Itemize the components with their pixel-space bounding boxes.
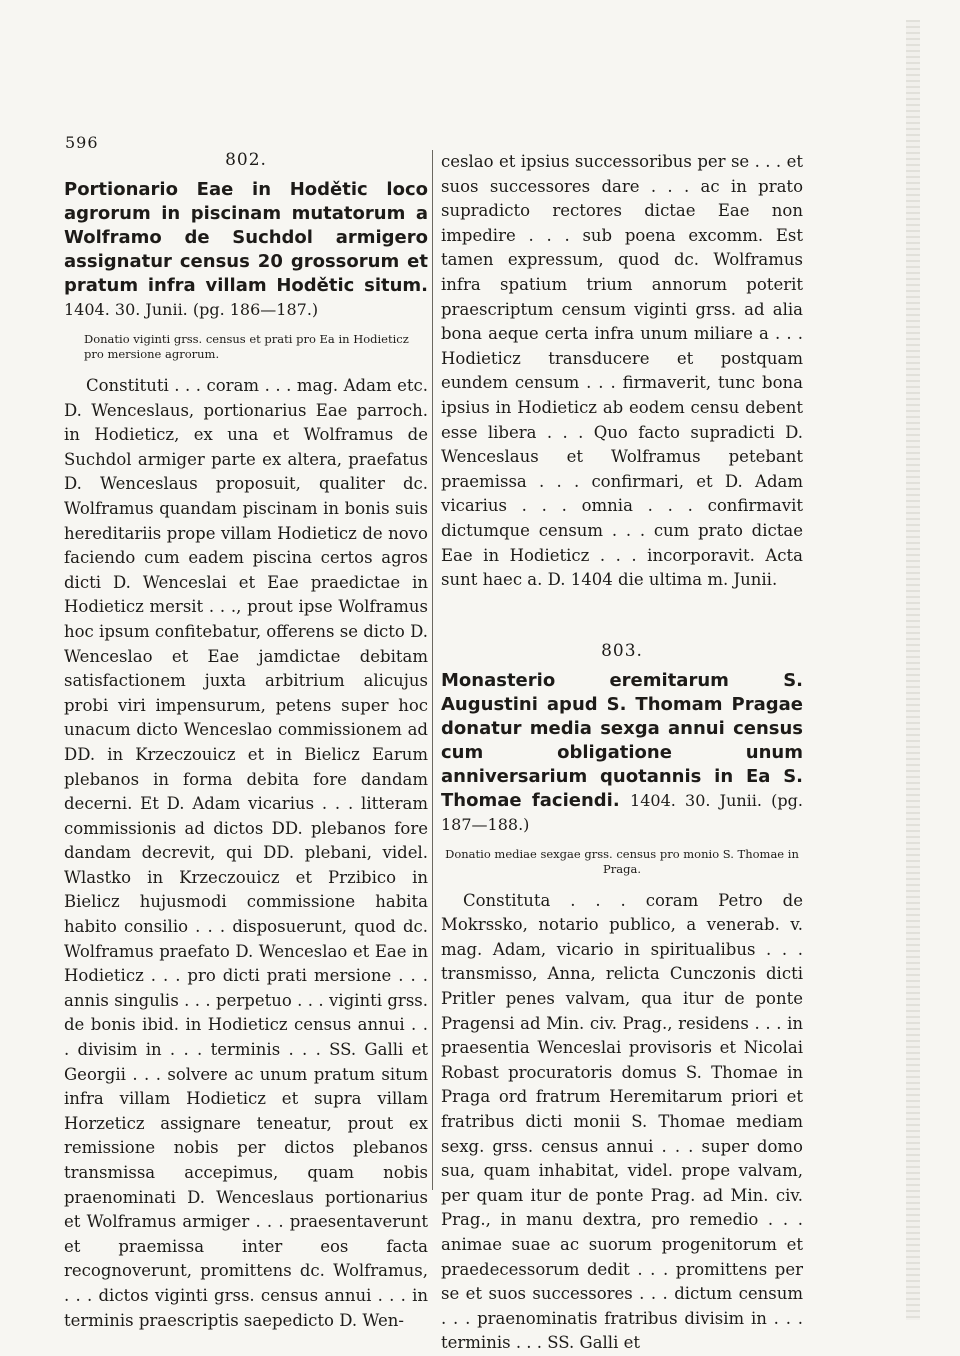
document-date: 1404. 30. Junii. (pg. 186—187.) [64,300,319,319]
document-heading [64,178,428,322]
heading-text: Portionario Eae in Hodětic loco agrorum in piscinam mutatorum a Wolframo de Suchdol armigero assignatur census 20 grossorum et pratum infra villam Hodětic situm. [64,179,428,296]
page-edge-scan [906,20,920,1320]
column-divider [432,150,433,1190]
document-summary: Donatio viginti grss. census et prati pro Ea in Hodieticz pro mersione agrorum. [84,332,409,361]
document-body [64,374,428,1333]
left-column [64,150,428,1333]
document-802-continued [441,150,803,593]
document-number: 803. [601,640,643,661]
document-number: 802. [225,150,267,170]
document-803 [441,641,803,1356]
document-body [441,889,803,1356]
body-paragraph: Constituta . . . coram Petro de Mokrssko, notario publico, a venerab. v. mag. Adam, vicario in spiritualibus . . . transmisso, Anna, relicta Cunczonis dicti Pritler penes valvam, qua itur de ponte Pragensi ad Min. civ. Prag., residens . . . in praesentia Wenceslai provisoris et Nicolai Robast procuratoris domus S. Thomae in Praga ord fratrum Heremitarum priori et fratribus dicti monii S. Thomae mediam sexg. grss. census annui . . . super domo sua, quam inhabitat, videl. prope valvam, per quam itur de ponte Prag. ad Min. civ. Prag., in manu dextra, pro remedio . . . animae suae ac suorum progenitorum et praedecessorum dedit . . . promittens per se et suos successores . . . dictum censum . . . praenominatis fratribus divisim in . . . terminis . . . SS. Galli et [441,890,803,1353]
document-summary: Donatio mediae sexgae grss. census pro monio S. Thomae in Praga. [445,846,799,876]
body-paragraph: Constituti . . . coram . . . mag. Adam etc. D. Wenceslaus, portionarius Eae parroch. in Hodieticz, ex una et Wolframus de Suchdol armiger parte ex altera, praefatus D. Wenceslaus proposuit, qualiter dc. Wolframus quandam piscinam in bonis suis hereditariis prope villam Hodieticz de novo faciendo cum eadem piscina certos agros dicti D. Wenceslai et Eae praedictae in Hodieticz mersit . . ., prout ipse Wolframus hoc ipsum confitebatur, offerens se dicto D. Wenceslao et Eae jamdictae debitam satisfactionem juxta arbitrium alicujus probi viri impensurum, petens super hoc unacum dicto Wenceslao commissionem ad DD. in Krzeczouicz et in Bielicz Earum plebanos in forma debita fore dandam decerni. Et D. Adam vicarius . . . litteram commissionis ad dictos DD. plebanos fore dandam decrevit, qui DD. plebani, videl. Wlastko in Krzeczouicz et Przibico in Bielicz hujusmodi commissione habita habito consilio . . . disposuerunt, quod dc. Wolframus praefato D. Wenceslao et Eae in Hodieticz . . . pro dicti prati mersione . . . annis singulis . . . perpetuo . . . viginti grss. de bonis ibid. in Hodieticz census annui . . . divisim in . . . terminis . . . SS. Galli et Georgii . . . solvere ac unum pratum situm infra villam Hodieticz et supra villam Horzeticz assignare teneatur, prout ex remissione nobis per dictos plebanos transmissa accepimus, quam nobis praenominati D. Wenceslaus portionarius et Wolframus armiger . . . praesentaverunt et praemissa inter eos facta recognoverunt, promittens dc. Wolframus, . . . dictos viginti grss. census annui . . . in terminis praescriptis saepedicto D. Wen- [64,376,428,1330]
document-heading [441,669,803,837]
body-paragraph-continued: ceslao et ipsius successoribus per se . . . et suos successores dare . . . ac in prato supradicto rectores dictae Eae non impedire . . . sub poena excomm. Est tamen expressum, quod dc. Wolframus infra spatium trium annorum poterit praescriptum censum viginti grss. ad alia bona aeque certa infra unum miliare a . . . Hodieticz transducere et postquam eundem censum . . . firmaverit, tunc bona ipsius in Hodieticz ab eodem censu debent esse libera . . . Quo facto supradicti D. Wenceslaus et Wolframus petebant praemissa . . . confirmari, et D. Adam vicarius . . . omnia . . . confirmavit dictumque censum . . . cum prato dictae Eae in Hodieticz . . . incorporavit. Acta sunt haec a. D. 1404 die ultima m. Junii. [441,152,803,590]
heading-text: Monasterio eremitarum S. Augustini apud S. Thomam Pragae donatur media sexga annui census cum obligatione unum anniversarium quotannis in Ea S. Thomae faciendi. [441,669,803,811]
right-column [441,150,803,1356]
document-802 [64,150,428,1333]
document-date: 1404. 30. Junii. (pg. 187—188.) [441,790,803,834]
page-number: 596 [65,133,99,152]
